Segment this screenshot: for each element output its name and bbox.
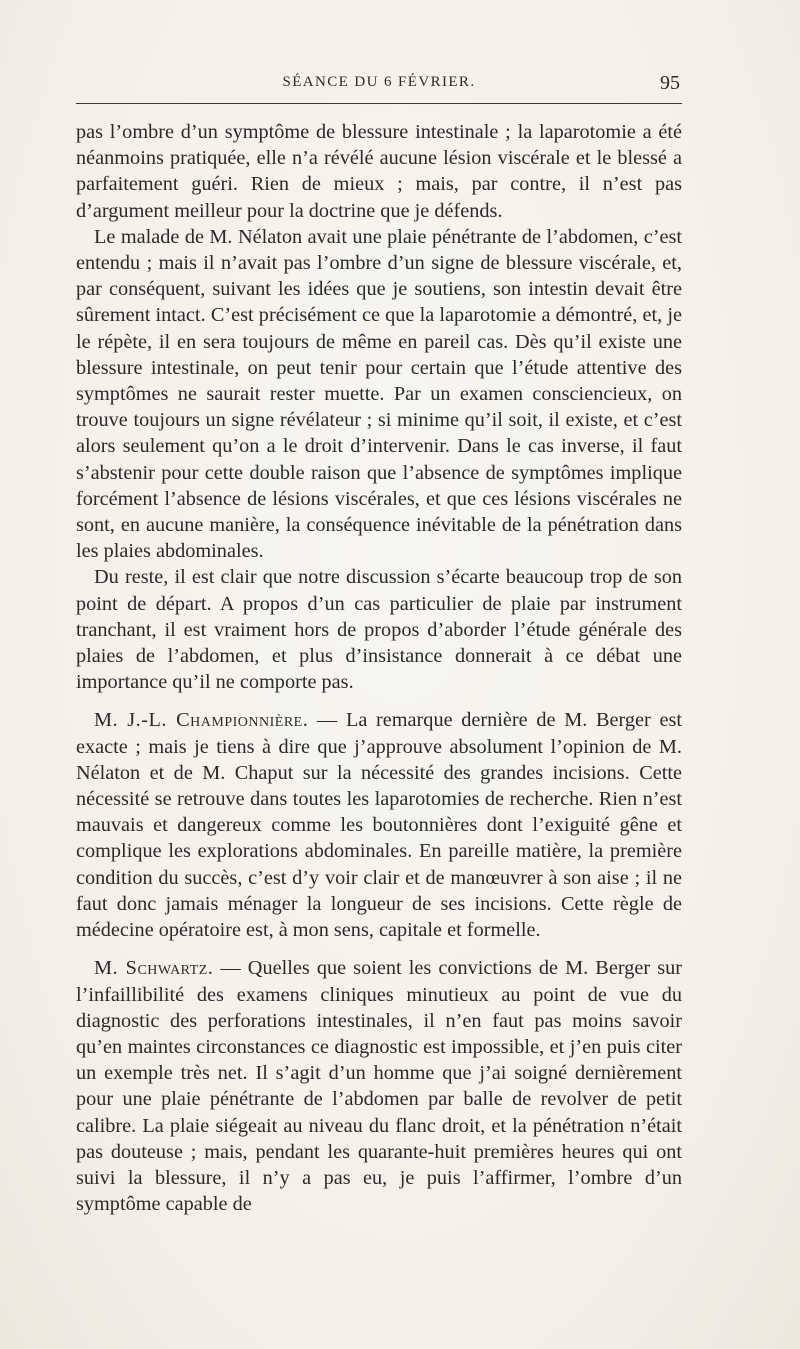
paragraph-text: — Quelles que soient les convictions de M. Berger sur l’infaillibilité des examens cliniques minutieux au point de vue du diagnostic des perforations intestinales, il n’en faut pas moins savoir qu’en maintes circonstances ce diagnostic est impossible, et j’en puis citer un exemple très net. Il s’agit d’un homme que j’ai soigné dernièrement pour une plaie pénétrante de l’abdomen par balle de revolver de petit calibre. La plaie siégeait au niveau du flanc droit, et la pénétration n’était pas douteuse ; mais, pendant les quarante-huit premières heures qui ont suivi la blessure, il n’y a pas eu, je puis l’affirmer, l’ombre d’un symptôme capable de [76, 957, 682, 1216]
speaker-paragraph [76, 955, 682, 1217]
paragraph: Le malade de M. Nélaton avait une plaie pénétrante de l’abdomen, c’est entendu ; mais il n’avait pas l’ombre d’un signe de blessure viscérale, et, par conséquent, suivant les idées que je soutiens, son intestin devait être sûrement intact. C’est précisément ce que la laparotomie a démontré, et, je le répète, il en sera toujours de même en pareil cas. Dès qu’il existe une blessure intestinale, on peut tenir pour certain que l’étude attentive des symptômes ne saurait rester muette. Par un examen consciencieux, on trouve toujours un signe révélateur ; si minime qu’il soit, il existe, et c’est alors seulement qu’on a le droit d’intervenir. Dans le cas inverse, il faut s’abstenir pour cette double raison que l’absence de symptômes implique forcément l’absence de lésions viscérales, et que ces lésions viscérales ne sont, en aucune manière, la conséquence inévitable de la pénétration dans les plaies abdominales. [76, 225, 682, 563]
header-rule [76, 103, 682, 104]
page-header [76, 74, 682, 98]
running-title: SÉANCE DU 6 FÉVRIER. [282, 74, 476, 90]
paragraph: Du reste, il est clair que notre discussion s’écarte beaucoup trop de son point de départ. A propos d’un cas particulier de plaie par instrument tranchant, il est vraiment hors de propos d’aborder l’étude générale des plaies de l’abdomen, et plus d’insistance donnerait à ce débat une importance qu’il ne comporte pas. [76, 566, 682, 694]
body-text [76, 119, 682, 1217]
page-number: 95 [660, 72, 680, 94]
speaker-name: M. Schwartz. [94, 957, 214, 980]
paragraph-text: — La remarque dernière de M. Berger est exacte ; mais je tiens à dire que j’approuve absolument l’opinion de M. Nélaton et de M. Chaput sur la nécessité des grandes incisions. Cette nécessité se retrouve dans toutes les laparotomies de recherche. Rien n’est mauvais et dangereux comme les boutonnières dont l’exiguité gêne et complique les explorations abdominales. En pareille matière, la première condition du succès, c’est d’y voir clair et de manœuvrer à son aise ; il ne faut donc jamais ménager la longueur de ses incisions. Cette règle de médecine opératoire est, à mon sens, capitale et formelle. [76, 709, 682, 942]
speaker-paragraph [76, 707, 682, 943]
paragraph: pas l’ombre d’un symptôme de blessure intestinale ; la laparotomie a été néanmoins pratiquée, elle n’a révélé aucune lésion viscérale et le blessé a parfaitement guéri. Rien de mieux ; mais, par contre, il n’est pas d’argument meilleur pour la doctrine que je défends. [76, 121, 682, 222]
speaker-name: M. J.-L. Championnière. [94, 709, 309, 732]
